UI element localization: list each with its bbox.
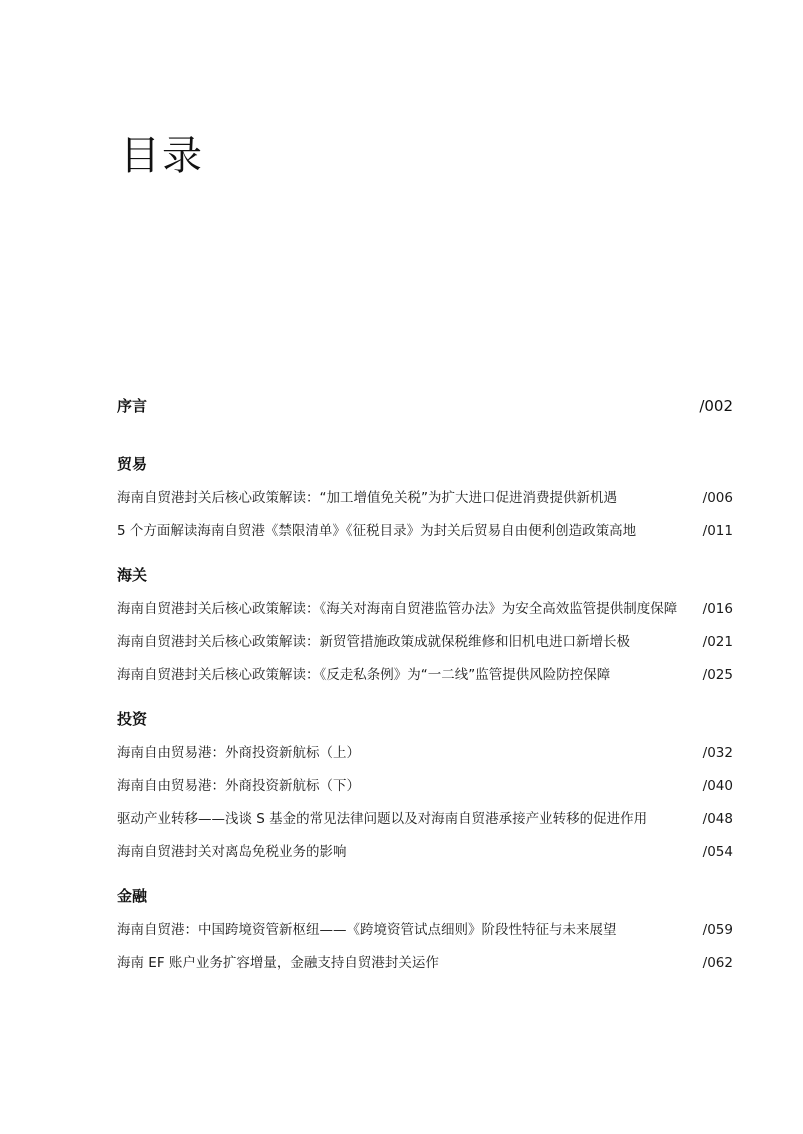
section-heading xyxy=(117,564,733,586)
toc-entry-page: /021 xyxy=(702,634,733,650)
section-page-number: /002 xyxy=(699,397,733,415)
toc-entry[interactable] xyxy=(117,664,733,686)
toc-entry[interactable] xyxy=(117,952,733,974)
toc-section-preface xyxy=(117,395,733,417)
toc-entry-page: /054 xyxy=(702,844,733,860)
section-heading-label: 金融 xyxy=(117,887,148,905)
toc-entry[interactable] xyxy=(117,742,733,764)
toc-entry[interactable] xyxy=(117,598,733,620)
toc-entry[interactable] xyxy=(117,775,733,797)
toc-entry-title: 海南 EF 账户业务扩容增量，金融支持自贸港封关运作 xyxy=(117,955,439,971)
page-title: 目录 xyxy=(120,133,204,179)
toc-entry[interactable] xyxy=(117,808,733,830)
section-heading-label: 贸易 xyxy=(117,455,148,473)
toc-entry-page: /032 xyxy=(702,745,733,761)
toc-entry-title: 驱动产业转移——浅谈 S 基金的常见法律问题以及对海南自贸港承接产业转移的促进作用 xyxy=(117,811,648,827)
toc-entry-title: 海南自贸港封关后核心政策解读：《海关对海南自贸港监管办法》为安全高效监管提供制度保障 xyxy=(117,601,678,617)
toc-section-investment xyxy=(117,708,733,863)
toc-entry[interactable] xyxy=(117,919,733,941)
toc-entry-page: /025 xyxy=(702,667,733,683)
toc-entry-title: 海南自贸港封关后核心政策解读：“加工增值免关税”为扩大进口促进消费提供新机遇 xyxy=(117,490,617,506)
toc-entry[interactable] xyxy=(117,841,733,863)
toc-entry[interactable] xyxy=(117,520,733,542)
toc-entry-page: /048 xyxy=(702,811,733,827)
section-heading-label: 序言 xyxy=(117,397,148,415)
toc-entry-title: 5 个方面解读海南自贸港《禁限清单》《征税目录》为封关后贸易自由便利创造政策高地 xyxy=(117,523,637,539)
toc-section-finance xyxy=(117,885,733,974)
toc-entry[interactable] xyxy=(117,487,733,509)
section-heading xyxy=(117,885,733,907)
toc-entry-page: /062 xyxy=(702,955,733,971)
toc-entry-title: 海南自贸港：中国跨境资管新枢纽——《跨境资管试点细则》阶段性特征与未来展望 xyxy=(117,922,617,938)
toc-entry-page: /016 xyxy=(702,601,733,617)
toc-entry-page: /059 xyxy=(702,922,733,938)
toc-entry-title: 海南自由贸易港：外商投资新航标（上） xyxy=(117,745,360,761)
section-heading-label: 海关 xyxy=(117,566,148,584)
toc-entry-title: 海南自贸港封关对离岛免税业务的影响 xyxy=(117,844,347,860)
toc-entry-title: 海南自由贸易港：外商投资新航标（下） xyxy=(117,778,360,794)
toc-entry[interactable] xyxy=(117,631,733,653)
section-heading xyxy=(117,453,733,475)
toc-entry-page: /006 xyxy=(702,490,733,506)
section-heading-label: 投资 xyxy=(117,710,148,728)
toc-entry-page: /011 xyxy=(702,523,733,539)
toc-section-trade xyxy=(117,453,733,542)
toc-entry-title: 海南自贸港封关后核心政策解读：《反走私条例》为“一二线”监管提供风险防控保障 xyxy=(117,667,611,683)
toc-entry-title: 海南自贸港封关后核心政策解读：新贸管措施政策成就保税维修和旧机电进口新增长极 xyxy=(117,634,630,650)
toc-section-customs xyxy=(117,564,733,686)
section-heading[interactable] xyxy=(117,395,733,417)
toc-entry-page: /040 xyxy=(702,778,733,794)
table-of-contents xyxy=(117,395,733,985)
section-heading xyxy=(117,708,733,730)
